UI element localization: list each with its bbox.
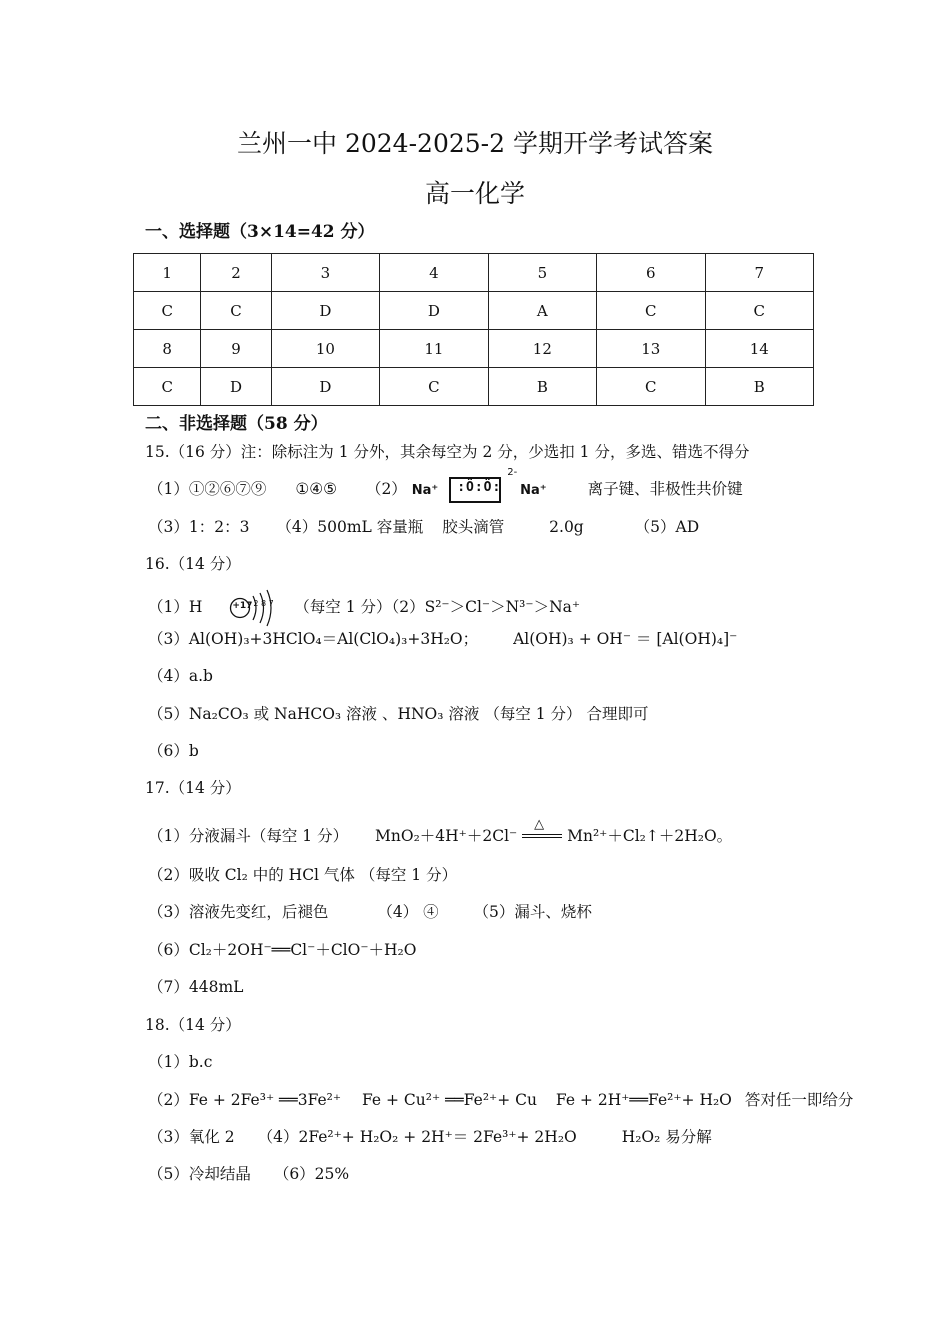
q17-l3a: （3）溶液先变红，后褪色	[148, 903, 329, 921]
q17-l1a: （1）分液漏斗（每空 1 分）	[148, 827, 349, 845]
answers-table	[133, 253, 814, 406]
table-row-question-numbers	[134, 254, 814, 292]
q15-l1b: ①④⑤	[295, 480, 337, 498]
q16-header: 16.（14 分）	[145, 555, 241, 573]
q17-l1c: Mn²⁺＋Cl₂↑＋2H₂O。	[567, 827, 733, 845]
delta-symbol: △	[534, 817, 545, 832]
table-cell: 13	[597, 330, 705, 368]
table-cell: 9	[201, 330, 271, 368]
table-cell: D	[380, 292, 488, 330]
q17-line4: （6）Cl₂＋2OH⁻══Cl⁻＋ClO⁻＋H₂O	[148, 941, 417, 959]
q15-header: 15.（16 分）注：除标注为 1 分外，其余每空为 2 分，少选扣 1 分，多选、错选不得分	[145, 443, 750, 461]
q15-l2e: （5）AD	[634, 518, 700, 536]
table-cell: 1	[134, 254, 201, 292]
table-cell: 7	[705, 254, 813, 292]
table-row-answers	[134, 292, 814, 330]
table-cell: 3	[271, 254, 379, 292]
q18-line1: （1）b.c	[148, 1053, 213, 1071]
q18-l2a: （2）Fe + 2Fe³⁺ ══3Fe²⁺	[148, 1091, 342, 1109]
q17-l1b: MnO₂＋4H⁺＋2Cl⁻	[375, 827, 518, 845]
table-cell: 10	[271, 330, 379, 368]
q17-header: 17.（14 分）	[145, 779, 241, 797]
table-cell: 6	[597, 254, 705, 292]
equals-line	[522, 834, 562, 838]
q17-line1	[148, 817, 733, 846]
table-cell: 4	[380, 254, 488, 292]
table-cell: B	[488, 368, 596, 406]
table-cell: 11	[380, 330, 488, 368]
q18-l3b: （4）2Fe²⁺+ H₂O₂ + 2H⁺＝ 2Fe³⁺+ 2H₂O	[257, 1128, 577, 1146]
q18-line4	[148, 1162, 349, 1184]
table-cell: C	[597, 368, 705, 406]
table-row-answers	[134, 368, 814, 406]
q17-l3c: （5）漏斗、烧杯	[473, 903, 592, 921]
q15-l2b: （4）500mL 容量瓶	[276, 518, 424, 536]
page-title: 兰州一中 2024-2025-2 学期开学考试答案	[237, 129, 713, 158]
q15-l2c: 胶头滴管	[442, 518, 505, 536]
q16-l1b: （每空 1 分）（2）S²⁻＞Cl⁻＞N³⁻＞Na⁺	[294, 598, 581, 616]
q17-line5: （7）448mL	[148, 978, 244, 996]
table-cell: C	[134, 292, 201, 330]
nucleus-charge: +17	[232, 601, 253, 611]
electron-formula	[411, 467, 547, 503]
q16-l2a: （3）Al(OH)₃+3HClO₄＝Al(ClO₄)₃+3H₂O；	[148, 630, 479, 648]
q16-line2	[148, 627, 737, 649]
charge: 2-	[507, 467, 518, 478]
na-right: Na⁺	[520, 483, 547, 498]
q17-l3b: （4） ④	[377, 903, 439, 921]
peroxide-bracket	[449, 467, 518, 503]
atom-structure-diagram	[229, 589, 279, 627]
q16-line3: （4）a.b	[148, 667, 213, 685]
q15-l2a: （3）1：2：3	[148, 518, 250, 536]
table-cell: C	[134, 368, 201, 406]
q16-line1	[148, 589, 580, 627]
q18-line3	[148, 1125, 712, 1147]
q15-l1a: （1）①②⑥⑦⑨	[148, 480, 267, 498]
page-subtitle: 高一化学	[424, 179, 525, 208]
q15-l1d: 离子键、非极性共价键	[587, 480, 743, 498]
table-cell: 8	[134, 330, 201, 368]
q18-line2	[148, 1088, 853, 1110]
na-left: Na⁺	[411, 483, 439, 498]
q18-l3a: （3）氧化 2	[148, 1128, 235, 1146]
q18-l2c: Fe + 2H⁺══Fe²⁺+ H₂O	[555, 1091, 732, 1109]
q15-line2	[148, 515, 699, 537]
q17-line3	[148, 900, 592, 922]
q16-line4: （5）Na₂CO₃ 或 NaHCO₃ 溶液 、HNO₃ 溶液 （每空 1 分） 合理即可	[148, 705, 649, 723]
shell-electrons: 2 8 7	[253, 599, 274, 608]
q16-l2b: Al(OH)₃ + OH⁻ ＝ [Al(OH)₄]⁻	[513, 630, 738, 648]
table-cell: A	[488, 292, 596, 330]
table-cell: 5	[488, 254, 596, 292]
q16-l1a: （1）H	[148, 598, 203, 616]
q17-line2: （2）吸收 Cl₂ 中的 HCl 气体 （每空 1 分）	[148, 866, 458, 884]
table-cell: 2	[201, 254, 271, 292]
table-cell: B	[705, 368, 813, 406]
table-cell: 14	[705, 330, 813, 368]
table-cell: C	[597, 292, 705, 330]
table-cell: D	[201, 368, 271, 406]
q15-l1c: （2）	[365, 480, 407, 498]
table-cell: C	[201, 292, 271, 330]
section2-heading: 二、非选择题（58 分）	[145, 414, 328, 434]
q18-l3c: H₂O₂ 易分解	[621, 1128, 712, 1146]
q18-header: 18.（14 分）	[145, 1016, 241, 1034]
oxygen-dots: :Ö:Ö:	[457, 480, 502, 495]
table-row-question-numbers	[134, 330, 814, 368]
q18-l2d: 答对任一即给分	[744, 1091, 854, 1109]
table-cell: 12	[488, 330, 596, 368]
q15-line1	[148, 467, 743, 503]
q18-l4a: （5）冷却结晶	[148, 1165, 251, 1183]
table-cell: D	[271, 292, 379, 330]
table-cell: D	[271, 368, 379, 406]
q16-line5: （6）b	[148, 742, 199, 760]
q18-l4b: （6）25%	[273, 1165, 350, 1183]
q18-l2b: Fe + Cu²⁺ ══Fe²⁺+ Cu	[361, 1091, 537, 1109]
q15-l2d: 2.0g	[549, 518, 584, 536]
table-cell: C	[705, 292, 813, 330]
section1-heading: 一、选择题（3×14=42 分）	[145, 222, 375, 242]
heating-condition	[522, 817, 562, 841]
table-cell: C	[380, 368, 488, 406]
